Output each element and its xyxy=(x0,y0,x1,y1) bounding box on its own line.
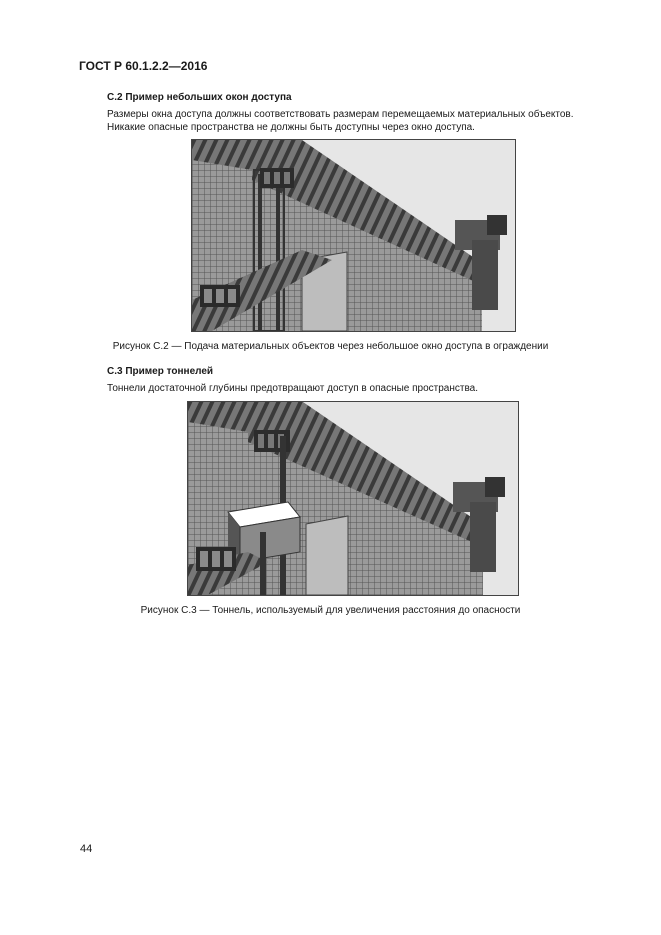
figure-c2-image xyxy=(191,139,516,332)
section-c2-line1: Размеры окна доступа должны соответствовать размерам перемещаемых материальных объектов. xyxy=(107,109,574,120)
figure-c3-caption: Рисунок С.3 — Тоннель, используемый для увеличения расстояния до опасности xyxy=(140,605,521,616)
figure-c3-image xyxy=(187,401,519,596)
section-c2-line2: Никакие опасные пространства не должны быть доступны через окно доступа. xyxy=(107,122,475,133)
section-c3-text xyxy=(107,382,607,395)
document-header: ГОСТ Р 60.1.2.2—2016 xyxy=(79,59,208,73)
page-number: 44 xyxy=(80,843,93,855)
figure-c2-caption: Рисунок С.2 — Подача материальных объектов через небольшое окно доступа в ограждении xyxy=(112,341,549,352)
section-c3-line1: Тоннели достаточной глубины предотвращают доступ в опасные пространства. xyxy=(107,383,478,394)
section-c3-title: С.3 Пример тоннелей xyxy=(107,366,214,377)
section-c2-title: С.2 Пример небольших окон доступа xyxy=(107,92,292,103)
section-c2-text xyxy=(107,108,607,134)
